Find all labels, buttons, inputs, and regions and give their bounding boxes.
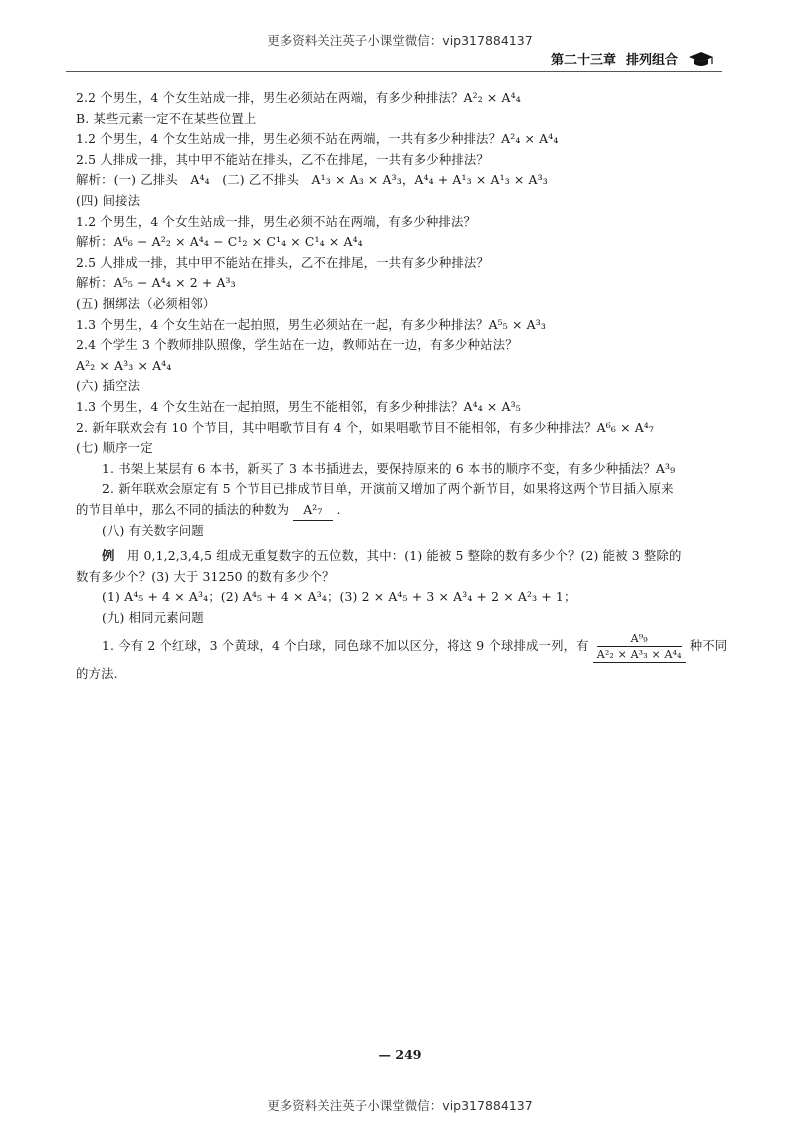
fraction-numerator: A⁹₉ xyxy=(597,631,682,647)
text-line: 1. 书架上某层有 6 本书，新买了 3 本书插进去，要保持原来的 6 本书的顺序不变，有多少种插法？A³₉ xyxy=(102,460,676,476)
text-line: 解析：A⁶₆ − A²₂ × A⁴₄ − C¹₂ × C¹₄ × C¹₄ × A⁴₄ xyxy=(76,234,363,250)
text-line: 2.5 人排成一排，其中甲不能站在排头，乙不在排尾，一共有多少种排法？ xyxy=(76,151,490,167)
text-line xyxy=(76,546,726,567)
header-rule xyxy=(66,71,722,72)
chapter-topic: 排列组合 xyxy=(625,53,678,68)
text-fragment: 1. 今有 2 个红球，3 个黄球，4 个白球，同色球不加以区分，将这 9 个球排成一列，有 xyxy=(102,638,589,654)
graduation-cap-icon xyxy=(688,51,714,67)
text-line xyxy=(76,628,726,664)
text-line: (1) A⁴₅ + 4 × A³₄；(2) A⁴₅ + 4 × A³₄；(3) 2 × A⁴₅ + 3 × A³₄ + 2 × A²₃ + 1； xyxy=(102,589,577,605)
section-heading: (六) 插空法 xyxy=(76,378,141,394)
chapter-header xyxy=(551,49,714,68)
text-line: 2.4 个学生 3 个教师排队照像，学生站在一边，教师站在一边，有多少种站法？ xyxy=(76,337,518,353)
text-fragment: 用 0,1,2,3,4,5 组成无重复数字的五位数，其中：(1) 能被 5 整除的数有多少个？(2) 能被 3 整除的 xyxy=(126,548,682,564)
text-fragment: 的节目单中，那么不同的插法的种数为 xyxy=(76,501,290,517)
text-line: 解析：A⁵₅ − A⁴₄ × 2 + A³₃ xyxy=(76,275,236,291)
text-line: 1.3 个男生，4 个女生站在一起拍照，男生必须站在一起，有多少种排法？A⁵₅ × A³₃ xyxy=(76,316,546,332)
text-line: 2.2 个男生，4 个女生站成一排，男生必须站在两端，有多少种排法？A²₂ × A⁴₄ xyxy=(76,90,521,105)
text-line: B. 某些元素一定不在某些位置上 xyxy=(76,110,257,126)
page-number: — 249 xyxy=(378,1047,422,1062)
text-line: 解析：(一) 乙排头 A⁴₄ (二) 乙不排头 A¹₃ × A₃ × A³₃，A⁴₄ + A¹₃ × A¹₃ × A³₃ xyxy=(76,172,548,188)
example-label: 例 xyxy=(102,548,115,564)
text-line: 1.2 个男生，4 个女生站成一排，男生必须不站在两端，一共有多少种排法？A²₄ × A⁴₄ xyxy=(76,131,559,147)
text-line: 2. 新年联欢会有 10 个节目，其中唱歌节目有 4 个，如果唱歌节目不能相邻，有多少种排法？A⁶₆ × A⁴₇ xyxy=(76,419,655,435)
text-line: 的方法. xyxy=(76,666,118,682)
text-line: 2. 新年联欢会原定有 5 个节目已排成节目单，开演前又增加了两个新节目，如果将这两个节目插入原来 xyxy=(102,481,674,497)
text-fragment: . xyxy=(336,501,341,517)
section-heading: (五) 捆绑法（必须相邻） xyxy=(76,295,216,311)
chapter-title: 第二十三章 xyxy=(550,53,616,68)
text-line xyxy=(76,500,726,522)
text-fragment: 种不同 xyxy=(689,638,728,654)
section-heading: (八) 有关数字问题 xyxy=(102,523,204,539)
answer-blank: A²₇ xyxy=(293,500,332,522)
text-line: 数有多少个？(3) 大于 31250 的数有多少个？ xyxy=(76,568,335,584)
page-body xyxy=(76,88,726,685)
top-watermark: 更多资料关注英子小课堂微信：vip317884137 xyxy=(267,33,533,48)
section-heading: (九) 相同元素问题 xyxy=(102,609,204,625)
section-heading: (四) 间接法 xyxy=(76,192,141,208)
fraction-denominator: A²₂ × A³₃ × A⁴₄ xyxy=(596,647,682,661)
text-line: A²₂ × A³₃ × A⁴₄ xyxy=(76,357,172,373)
text-line: 2.5 人排成一排，其中甲不能站在排头，乙不在排尾，一共有多少种排法？ xyxy=(76,254,490,270)
fraction-answer xyxy=(593,631,686,663)
section-heading: (七) 顺序一定 xyxy=(76,440,153,456)
text-line: 1.3 个男生，4 个女生站在一起拍照，男生不能相邻，有多少种排法？A⁴₄ × A³₅ xyxy=(76,398,521,414)
text-line: 1.2 个男生，4 个女生站成一排，男生必须不站在两端，有多少种排法？ xyxy=(76,213,477,229)
bottom-watermark: 更多资料关注英子小课堂微信：vip317884137 xyxy=(267,1098,533,1113)
